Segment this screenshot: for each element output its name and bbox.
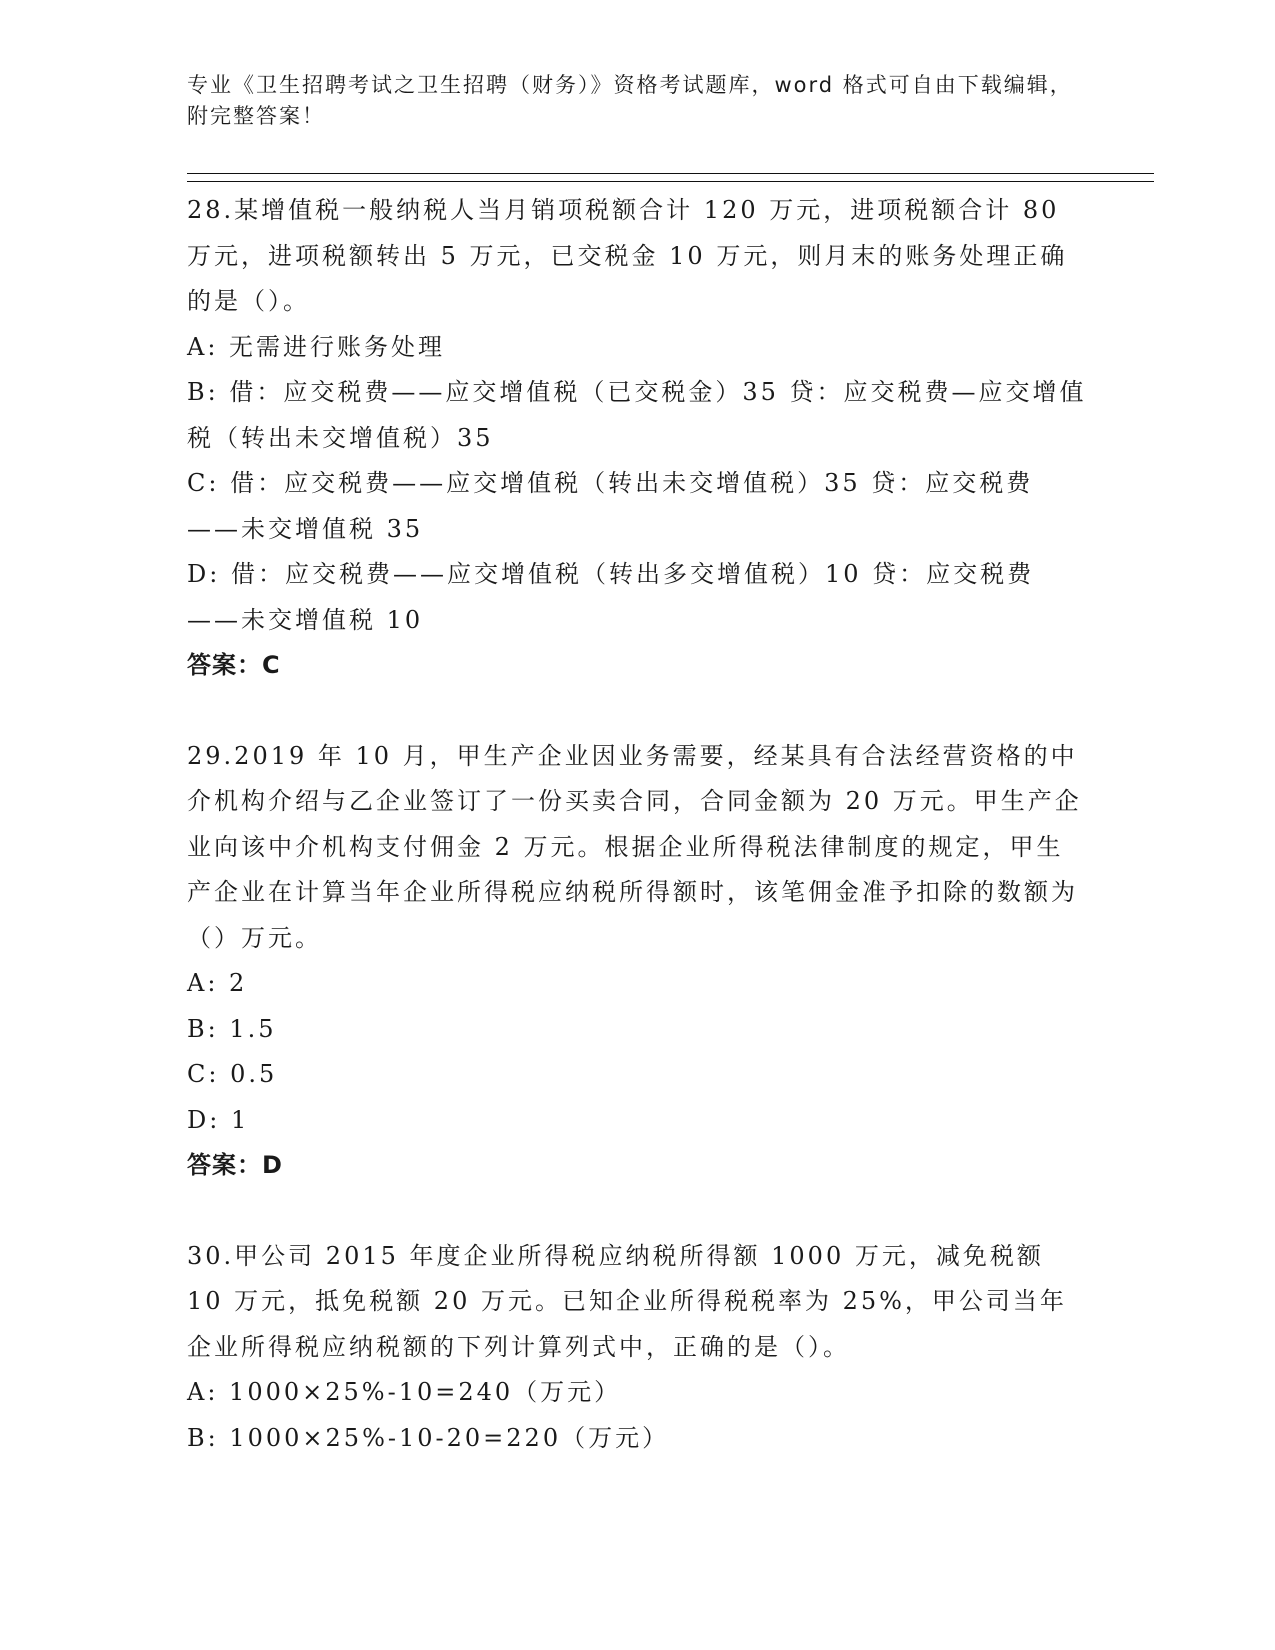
- question-text: 30.甲公司 2015 年度企业所得税应纳税所得额 1000 万元，减免税额 10 万元，抵免税额 20 万元。已知企业所得税税率为 25%，甲公司当年企业所得税应纳税额的下列计算列式中，正确的是（）。: [187, 1241, 1067, 1361]
- question-text: 29.2019 年 10 月，甲生产企业因业务需要，经某具有合法经营资格的中介机构介绍与乙企业签订了一份买卖合同，合同金额为 20 万元。甲生产企业向该中介机构支付佣金 2 万元。根据企业所得税法律制度的规定，甲生产企业在计算当年企业所得税应纳税所得额时，该笔佣金准予扣除的数额为（）万元。: [187, 741, 1082, 952]
- header-divider-bottom: [187, 181, 1154, 182]
- option-b: B: 借：应交税费——应交增值税（已交税金）35 贷：应交税费—应交增值税（转出未交增值税）35: [187, 378, 1087, 452]
- question-29: [187, 734, 1087, 1189]
- header-title: 专业《卫生招聘考试之卫生招聘（财务）》资格考试题库，word 格式可自由下载编辑，附完整答案！: [187, 73, 1073, 128]
- option-b: B: 1000×25%-10-20=220（万元）: [187, 1423, 670, 1452]
- answer-label: 答案：C: [187, 651, 281, 679]
- option-a: A: 无需进行账务处理: [187, 332, 446, 361]
- option-a: A: 2: [187, 969, 248, 997]
- option-a: A: 1000×25%-10=240（万元）: [187, 1378, 622, 1406]
- document-header: [187, 70, 1087, 132]
- header-divider-top: [187, 173, 1154, 174]
- question-list: [187, 188, 1087, 1461]
- option-c: C: 借：应交税费——应交增值税（转出未交增值税）35 贷：应交税费——未交增值税 35: [187, 469, 1034, 543]
- option-c: C: 0.5: [187, 1060, 278, 1088]
- option-d: D: 1: [187, 1105, 250, 1134]
- question-text: 28.某增值税一般纳税人当月销项税额合计 120 万元，进项税额合计 80 万元，进项税额转出 5 万元，已交税金 10 万元，则月末的账务处理正确的是（）。: [187, 196, 1068, 315]
- question-28: [187, 188, 1087, 689]
- option-b: B: 1.5: [187, 1014, 277, 1043]
- option-d: D: 借：应交税费——应交增值税（转出多交增值税）10 贷：应交税费——未交增值税 10: [187, 560, 1035, 634]
- question-30: [187, 1234, 1087, 1462]
- answer-label: 答案：D: [187, 1151, 283, 1179]
